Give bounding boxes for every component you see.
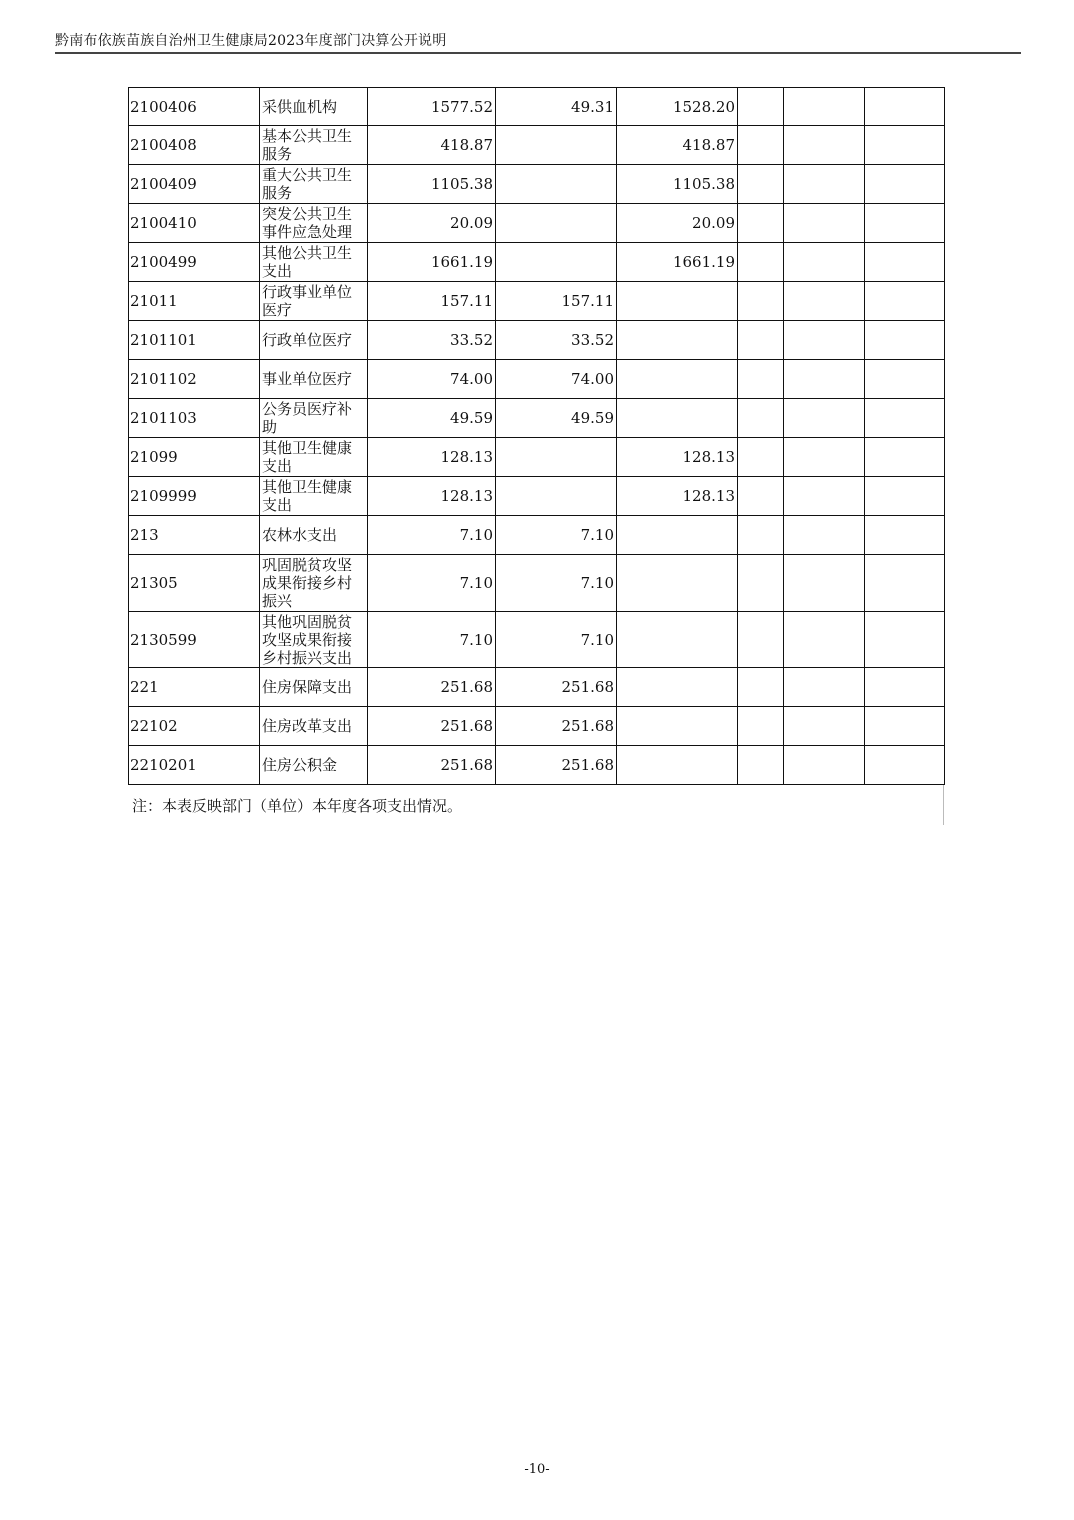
subject-name-cell: 公务员医疗补助 [260,399,368,438]
subject-code-cell: 2101101 [129,321,260,360]
amount-cell [617,282,738,321]
amount-cell [784,126,865,165]
amount-cell [784,746,865,785]
amount-cell [865,438,945,477]
amount-cell: 128.13 [368,477,496,516]
subject-code-cell: 21099 [129,438,260,477]
subject-code-cell: 22102 [129,707,260,746]
table-row [129,612,945,668]
amount-cell: 251.68 [496,707,617,746]
amount-cell [738,165,784,204]
amount-cell [865,321,945,360]
subject-code-cell: 2100409 [129,165,260,204]
amount-cell: 7.10 [368,516,496,555]
amount-cell: 1661.19 [368,243,496,282]
subject-name-cell: 行政事业单位医疗 [260,282,368,321]
amount-cell: 33.52 [368,321,496,360]
amount-cell [738,360,784,399]
amount-cell: 1577.52 [368,88,496,126]
amount-cell [784,399,865,438]
amount-cell [784,477,865,516]
subject-code-cell: 221 [129,668,260,707]
amount-cell: 251.68 [368,668,496,707]
amount-cell [738,204,784,243]
amount-cell: 7.10 [496,612,617,668]
amount-cell [738,477,784,516]
footnote-side-line [943,785,944,825]
amount-cell [865,399,945,438]
amount-cell [496,165,617,204]
amount-cell: 157.11 [368,282,496,321]
amount-cell [738,321,784,360]
amount-cell [784,516,865,555]
amount-cell [617,399,738,438]
amount-cell: 128.13 [368,438,496,477]
subject-code-cell: 2101102 [129,360,260,399]
amount-cell [784,243,865,282]
amount-cell [496,243,617,282]
subject-name-cell: 其他巩固脱贫攻坚成果衔接乡村振兴支出 [260,612,368,668]
amount-cell: 251.68 [496,746,617,785]
amount-cell: 20.09 [368,204,496,243]
amount-cell [865,516,945,555]
amount-cell [738,668,784,707]
subject-name-cell: 其他公共卫生支出 [260,243,368,282]
subject-code-cell: 21011 [129,282,260,321]
amount-cell: 49.59 [496,399,617,438]
subject-name-cell: 其他卫生健康支出 [260,438,368,477]
expenditure-table [128,87,945,785]
amount-cell [784,707,865,746]
subject-name-cell: 其他卫生健康支出 [260,477,368,516]
table-row [129,555,945,612]
amount-cell [865,282,945,321]
amount-cell: 251.68 [368,746,496,785]
amount-cell: 128.13 [617,477,738,516]
subject-name-cell: 基本公共卫生服务 [260,126,368,165]
table-row [129,360,945,399]
amount-cell: 49.31 [496,88,617,126]
amount-cell [865,360,945,399]
table-row [129,321,945,360]
subject-code-cell: 2101103 [129,399,260,438]
amount-cell: 157.11 [496,282,617,321]
table-row [129,204,945,243]
subject-name-cell: 采供血机构 [260,88,368,126]
table-row [129,516,945,555]
amount-cell: 1105.38 [617,165,738,204]
amount-cell [617,612,738,668]
subject-name-cell: 住房保障支出 [260,668,368,707]
amount-cell: 128.13 [617,438,738,477]
subject-name-cell: 住房公积金 [260,746,368,785]
amount-cell [738,126,784,165]
subject-code-cell: 2100410 [129,204,260,243]
amount-cell [617,746,738,785]
subject-name-cell: 农林水支出 [260,516,368,555]
subject-name-cell: 重大公共卫生服务 [260,165,368,204]
amount-cell: 74.00 [368,360,496,399]
amount-cell [738,243,784,282]
amount-cell [784,668,865,707]
amount-cell [865,243,945,282]
amount-cell [738,612,784,668]
amount-cell: 1528.20 [617,88,738,126]
amount-cell: 7.10 [368,555,496,612]
amount-cell [784,204,865,243]
subject-code-cell: 2109999 [129,477,260,516]
subject-code-cell: 213 [129,516,260,555]
document-header-title: 黔南布依族苗族自治州卫生健康局2023年度部门决算公开说明 [55,33,447,49]
table-footnote: 注：本表反映部门（单位）本年度各项支出情况。 [132,797,463,815]
amount-cell: 7.10 [368,612,496,668]
subject-name-cell: 事业单位医疗 [260,360,368,399]
subject-code-cell: 21305 [129,555,260,612]
subject-name-cell: 突发公共卫生事件应急处理 [260,204,368,243]
subject-code-cell: 2100406 [129,88,260,126]
amount-cell: 418.87 [617,126,738,165]
amount-cell [784,321,865,360]
amount-cell [865,707,945,746]
amount-cell [865,126,945,165]
amount-cell [496,477,617,516]
amount-cell [784,438,865,477]
subject-code-cell: 2100408 [129,126,260,165]
amount-cell [496,204,617,243]
table-row [129,438,945,477]
amount-cell [784,165,865,204]
amount-cell [865,668,945,707]
amount-cell [865,555,945,612]
expenditure-table-body [129,88,945,785]
amount-cell [496,126,617,165]
table-row [129,165,945,204]
amount-cell [617,707,738,746]
amount-cell: 49.59 [368,399,496,438]
table-row [129,282,945,321]
amount-cell [865,746,945,785]
amount-cell: 7.10 [496,516,617,555]
subject-code-cell: 2100499 [129,243,260,282]
amount-cell: 7.10 [496,555,617,612]
amount-cell [784,555,865,612]
table-row [129,243,945,282]
amount-cell [617,360,738,399]
amount-cell: 418.87 [368,126,496,165]
amount-cell [617,668,738,707]
amount-cell [784,612,865,668]
amount-cell [738,516,784,555]
amount-cell: 251.68 [496,668,617,707]
amount-cell: 74.00 [496,360,617,399]
amount-cell [738,555,784,612]
amount-cell [738,438,784,477]
subject-code-cell: 2130599 [129,612,260,668]
subject-code-cell: 2210201 [129,746,260,785]
amount-cell [865,477,945,516]
amount-cell [865,204,945,243]
amount-cell: 33.52 [496,321,617,360]
page-number: -10- [524,1462,550,1477]
amount-cell [617,516,738,555]
amount-cell [738,707,784,746]
amount-cell: 251.68 [368,707,496,746]
amount-cell [738,399,784,438]
amount-cell [617,555,738,612]
amount-cell [738,88,784,126]
subject-name-cell: 住房改革支出 [260,707,368,746]
amount-cell [784,360,865,399]
amount-cell [865,88,945,126]
table-row [129,477,945,516]
subject-name-cell: 巩固脱贫攻坚成果衔接乡村振兴 [260,555,368,612]
table-row [129,126,945,165]
amount-cell [865,612,945,668]
table-row [129,746,945,785]
amount-cell [738,282,784,321]
amount-cell [496,438,617,477]
amount-cell: 1661.19 [617,243,738,282]
amount-cell [617,321,738,360]
table-row [129,707,945,746]
amount-cell [865,165,945,204]
amount-cell: 20.09 [617,204,738,243]
table-row [129,668,945,707]
table-row [129,88,945,126]
header-divider [55,52,1021,54]
table-row [129,399,945,438]
amount-cell: 1105.38 [368,165,496,204]
amount-cell [784,88,865,126]
amount-cell [738,746,784,785]
amount-cell [784,282,865,321]
subject-name-cell: 行政单位医疗 [260,321,368,360]
